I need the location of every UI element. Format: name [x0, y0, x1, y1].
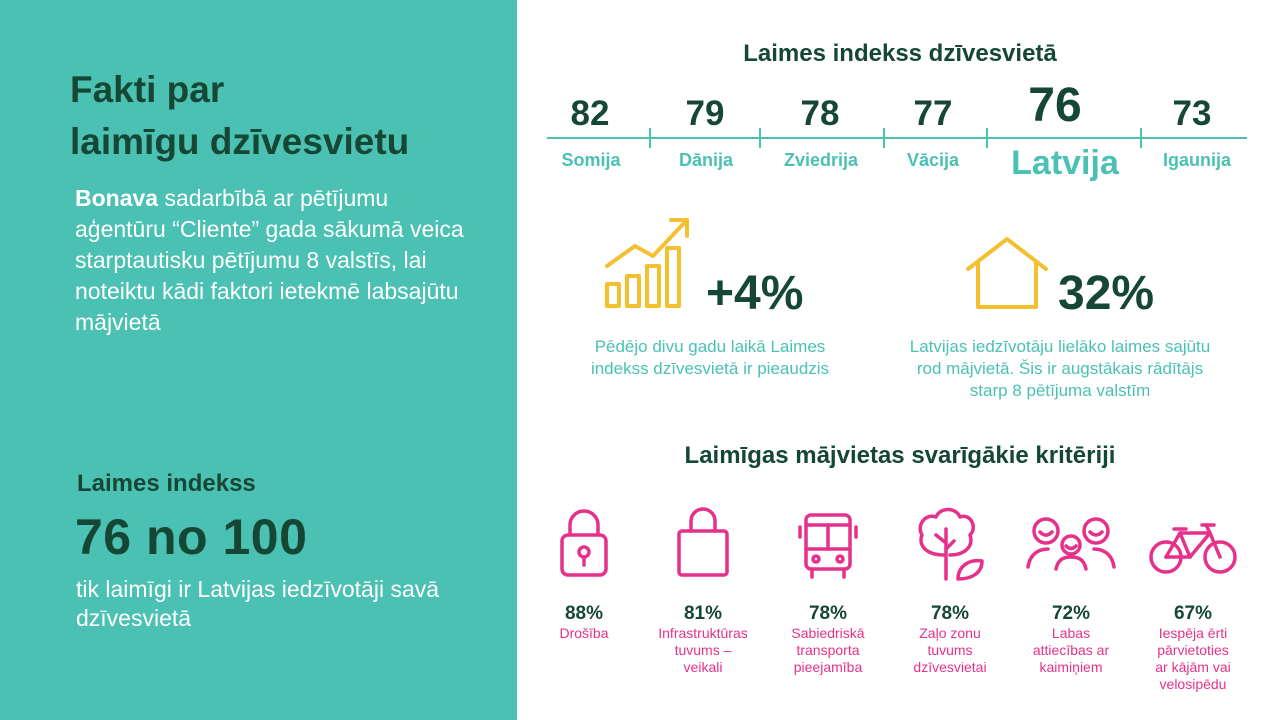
- page-title: [70, 64, 500, 168]
- criterion-percent: 72%: [1051, 603, 1091, 624]
- criterion-label-line: Labas: [1051, 625, 1091, 641]
- title-line-2: laimīgu dzīvesvietu: [70, 121, 410, 162]
- criterion-safety: [524, 505, 644, 642]
- index-label: Laimes indekss: [77, 470, 256, 497]
- country-name-latvija: Latvija: [1011, 144, 1119, 182]
- criterion-percent: 78%: [808, 603, 848, 624]
- brand-name: Bonava: [75, 185, 159, 211]
- country-name-zviedrija: Zviedrija: [783, 150, 859, 170]
- intro-body: sadarbībā ar pētījumu aģentūru “Cliente” gada sākumā veica starptautisku pētījumu 8 valstīs, lai noteiktu kādi faktori ietekmē labsajūtu mājvietā: [75, 185, 464, 335]
- criterion-label-line: ar kājām vai: [1155, 659, 1231, 675]
- home-desc-line: Latvijas iedzīvotāju lielāko laimes sajūtu: [909, 337, 1211, 356]
- home-desc-line: rod mājvietā. Šis ir augstākais rādītājs: [916, 359, 1204, 378]
- country-value-somija: 82: [570, 94, 610, 133]
- growth-stat-value: +4%: [706, 267, 804, 320]
- tree-icon: [910, 505, 990, 581]
- criterion-percent: 81%: [683, 603, 723, 624]
- criterion-label: [1133, 625, 1253, 693]
- scale-line: [547, 137, 1247, 139]
- criterion-label-line: transporta: [796, 642, 860, 658]
- left-panel: [0, 0, 517, 720]
- criteria-title: Laimīgas mājvietas svarīgākie kritēriji: [684, 442, 1116, 469]
- country-name-danija: Dānija: [678, 150, 734, 170]
- country-value-zviedrija: 78: [800, 94, 840, 133]
- house-icon: [964, 235, 1050, 311]
- neighbours-icon: [1026, 505, 1116, 581]
- criterion-label: [1011, 625, 1131, 676]
- criterion-label-line: Zaļo zonu: [919, 625, 981, 641]
- criterion-label-line: kaimiņiem: [1039, 659, 1103, 675]
- home-stat-description: [880, 336, 1240, 402]
- criterion-label-line: velosipēdu: [1159, 676, 1227, 692]
- country-name-igaunija: Igaunija: [1162, 150, 1231, 170]
- criterion-percent: 88%: [564, 603, 604, 624]
- criterion-label-line: pārvietoties: [1157, 642, 1229, 658]
- criterion-label: [524, 625, 644, 642]
- lock-icon: [554, 505, 614, 581]
- criterion-label-line: Infrastruktūras: [658, 625, 748, 641]
- criterion-label-line: attiecības ar: [1032, 642, 1110, 658]
- criterion-label: [890, 625, 1010, 676]
- growth-stat-description: [560, 336, 860, 380]
- criterion-label: [643, 625, 763, 676]
- country-value-latvija: 76: [1028, 79, 1082, 132]
- title-line-1: Fakti par: [70, 69, 225, 110]
- criterion-percent: 78%: [930, 603, 970, 624]
- country-name-vacija: Vācija: [906, 150, 960, 170]
- criterion-label-line: veikali: [683, 659, 723, 675]
- index-description: tik laimīgi ir Latvijas iedzīvotāji savā dzīvesvietā: [76, 576, 440, 631]
- home-stat-value: 32%: [1058, 267, 1155, 320]
- country-value-danija: 79: [685, 94, 725, 133]
- bicycle-icon: [1148, 505, 1238, 581]
- country-value-vacija: 77: [913, 94, 953, 133]
- growth-desc-line: indekss dzīvesvietā ir pieaudzis: [590, 359, 830, 378]
- criterion-percent: 67%: [1173, 603, 1213, 624]
- criterion-label-line: pieejamība: [793, 659, 863, 675]
- criterion-mobility: [1133, 505, 1253, 693]
- criterion-infrastructure: [643, 505, 763, 676]
- bus-icon: [796, 505, 860, 581]
- country-name-somija: Somija: [561, 150, 621, 170]
- criterion-neighbours: [1011, 505, 1131, 676]
- criterion-label: [768, 625, 888, 676]
- criterion-label-line: Iespēja ērti: [1158, 625, 1228, 641]
- home-desc-line: starp 8 pētījuma valstīm: [969, 381, 1151, 400]
- criterion-label-line: Drošība: [559, 625, 609, 641]
- index-value: 76 no 100: [75, 509, 308, 565]
- criterion-transport: [768, 505, 888, 676]
- shopping-bag-icon: [673, 505, 733, 581]
- growth-desc-line: Pēdējo divu gadu laikā Laimes: [594, 337, 826, 356]
- criterion-green-zones: [890, 505, 1010, 676]
- growth-chart-icon: [603, 214, 695, 310]
- criterion-label-line: tuvums: [927, 642, 973, 658]
- criterion-label-line: Sabiedriskā: [791, 625, 865, 641]
- criterion-label-line: tuvums –: [674, 642, 732, 658]
- country-value-igaunija: 73: [1172, 94, 1212, 133]
- index-scale-title: Laimes indekss dzīvesvietā: [743, 40, 1057, 67]
- intro-text: [75, 183, 475, 338]
- criterion-label-line: dzīvesvietai: [913, 659, 987, 675]
